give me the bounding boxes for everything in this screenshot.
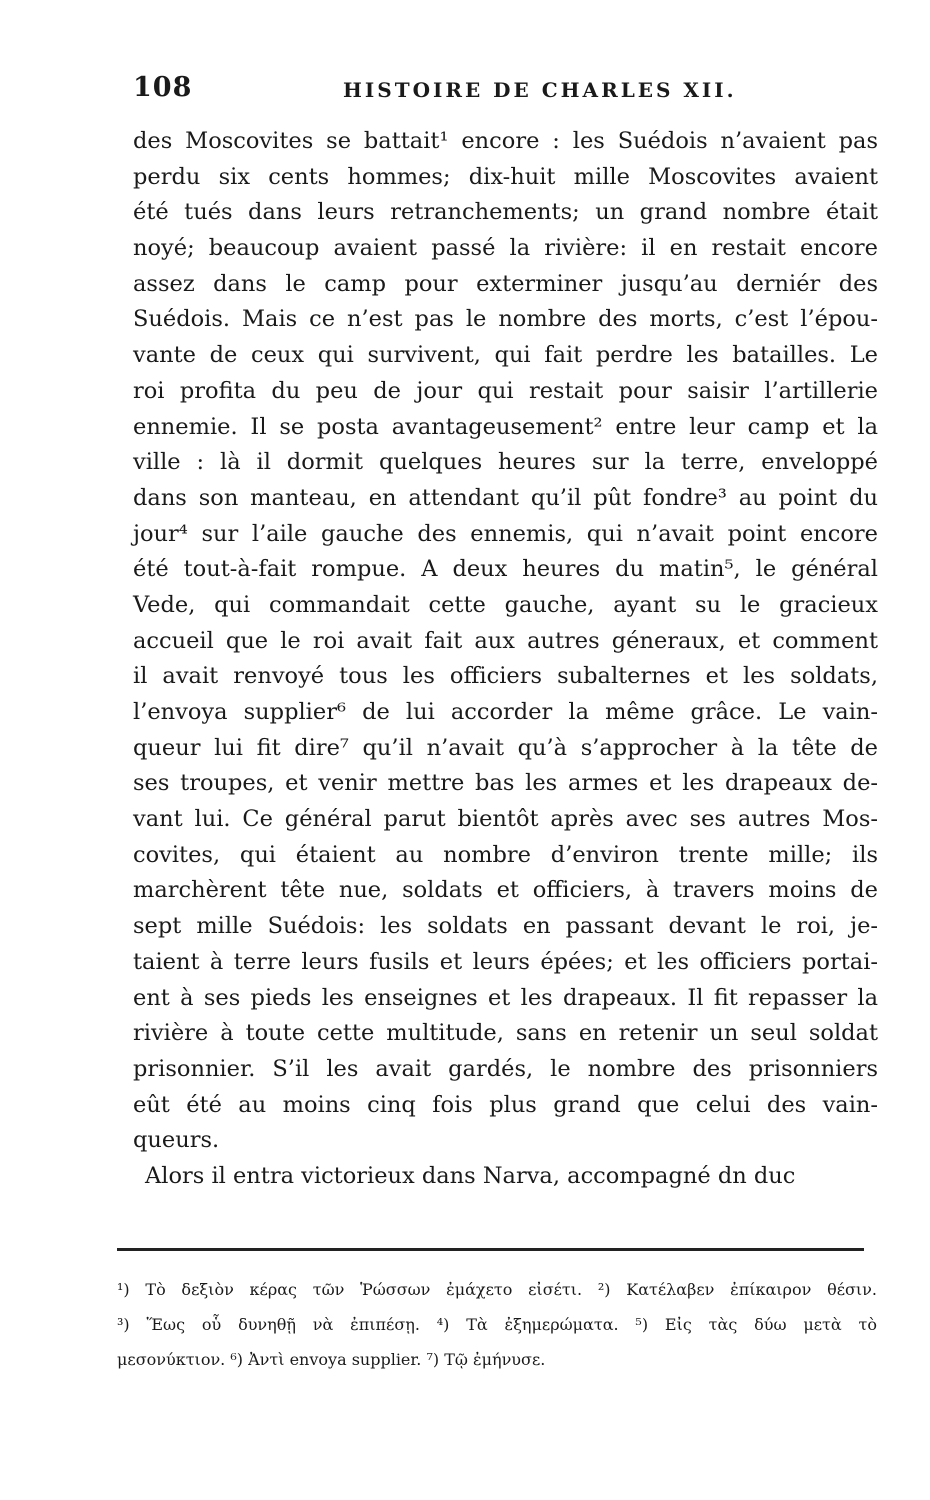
- text-line: sept mille Suédois: les soldats en passant devant le roi, je-: [133, 913, 878, 940]
- text-line: Vede, qui commandait cette gauche, ayant su le gracieux: [133, 591, 878, 618]
- text-line: il avait renvoyé tous les officiers subalternes et les soldats,: [133, 663, 878, 690]
- text-line: rivière à toute cette multitude, sans en retenir un seul soldat: [133, 1020, 878, 1047]
- footnote-line: μεσονύκτιον. ⁶) Ἀντὶ envoya supplier. ⁷) Τῷ ἐμήνυσε.: [117, 1350, 546, 1369]
- main-text: [133, 124, 878, 1195]
- running-head: HISTOIRE DE CHARLES XII.: [343, 78, 737, 102]
- footnote-rule: [117, 1248, 864, 1251]
- page-header: [133, 72, 878, 108]
- text-line: taient à terre leurs fusils et leurs épées; et les officiers portai-: [133, 948, 878, 975]
- text-line: été tués dans leurs retranchements; un grand nombre était: [133, 199, 878, 226]
- text-line: l’envoya supplier⁶ de lui accorder la même grâce. Le vain-: [133, 699, 878, 725]
- text-line: des Moscovites se battait¹ encore : les Suédois n’avaient pas: [133, 128, 878, 154]
- paragraph-end-line: queurs.: [133, 1127, 220, 1154]
- page-number: 108: [133, 72, 193, 103]
- text-line: prisonnier. S’il les avait gardés, le nombre des prisonniers: [133, 1055, 878, 1082]
- text-line: eût été au moins cinq fois plus grand que celui des vain-: [133, 1091, 878, 1118]
- footnote-line: ³) Ἕως οὗ δυνηθῇ νὰ ἐπιπέσῃ. ⁴) Τὰ ἐξημερώματα. ⁵) Εἰς τὰς δύω μετὰ τὸ: [117, 1315, 877, 1334]
- text-line: assez dans le camp pour exterminer jusqu’au derniér des: [133, 270, 878, 297]
- text-line: ennemie. Il se posta avantageusement² entre leur camp et la: [133, 413, 878, 440]
- paragraph-start-line: Alors il entra victorieux dans Narva, accompagné dn duc: [145, 1162, 796, 1189]
- text-line: marchèrent tête nue, soldats et officiers, à travers moins de: [133, 877, 878, 904]
- text-line: roi profita du peu de jour qui restait pour saisir l’artillerie: [133, 377, 878, 404]
- text-line: vant lui. Ce général parut bientôt après avec ses autres Mos-: [133, 806, 878, 833]
- text-line: perdu six cents hommes; dix-huit mille Moscovites avaient: [133, 163, 878, 190]
- text-line: jour⁴ sur l’aile gauche des ennemis, qui n’avait point encore: [133, 520, 878, 547]
- footnote-line: ¹) Τὸ δεξιὸν κέρας τῶν Ῥώσσων ἐμάχετο εἰσέτι. ²) Κατέλαβεν ἐπίκαιρον θέσιν.: [117, 1280, 877, 1299]
- text-line: ville : là il dormit quelques heures sur la terre, enveloppé: [133, 449, 878, 476]
- text-line: queur lui fit dire⁷ qu’il n’avait qu’à s’approcher à la tête de: [133, 734, 878, 761]
- text-line: vante de ceux qui survivent, qui fait perdre les batailles. Le: [133, 342, 878, 369]
- text-line: Suédois. Mais ce n’est pas le nombre des morts, c’est l’épou-: [133, 306, 878, 333]
- text-line: ses troupes, et venir mettre bas les armes et les drapeaux de-: [133, 770, 878, 797]
- text-line: noyé; beaucoup avaient passé la rivière: il en restait encore: [133, 235, 878, 262]
- text-line: dans son manteau, en attendant qu’il pût fondre³ au point du: [133, 484, 878, 511]
- footnotes: [117, 1272, 877, 1377]
- text-line: ent à ses pieds les enseignes et les drapeaux. Il fit repasser la: [133, 984, 878, 1011]
- text-line: été tout-à-fait rompue. A deux heures du matin⁵, le général: [133, 556, 878, 583]
- text-line: accueil que le roi avait fait aux autres géneraux, et comment: [133, 627, 878, 654]
- text-line: covites, qui étaient au nombre d’environ trente mille; ils: [133, 841, 878, 868]
